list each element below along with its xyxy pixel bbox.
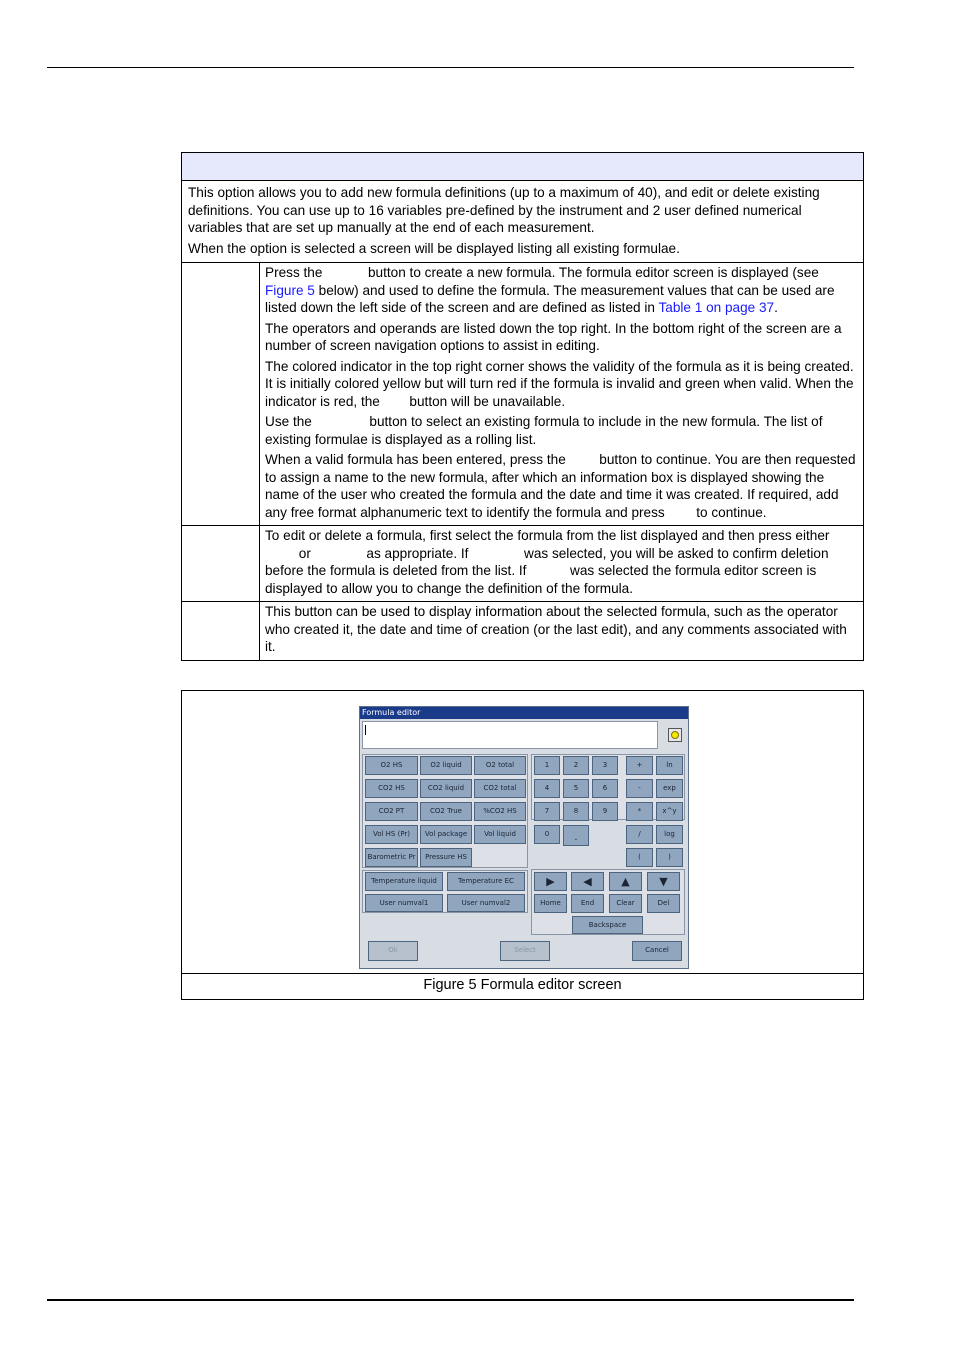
cancel-button[interactable]: Cancel (632, 941, 682, 961)
digit-button-5[interactable]: 5 (563, 779, 589, 798)
formula-editor-window (359, 706, 689, 969)
paragraph: Press the button to create a new formula. The formula editor screen is displayed (see Figure 5 below) and used to define the formula. The measurement values that can be used are listed down the left side of the screen and are defined as listed in Table 1 on page 37. (265, 265, 835, 315)
paragraph: The operators and operands are listed down the top right. In the bottom right of the screen are a number of screen navigation options to assist in editing. (265, 320, 842, 353)
operator-button-exp[interactable]: exp (656, 779, 683, 798)
options-table (181, 152, 864, 661)
table-1-link[interactable]: Table 1 on page 37 (658, 300, 775, 315)
row-text-cell (260, 602, 863, 660)
intro-cell (182, 181, 863, 263)
figure-box (181, 690, 864, 1000)
var-button-user-numval2[interactable]: User numval2 (447, 894, 525, 912)
intro-paragraph: When the option is selected a screen will be displayed listing all existing formulae. (188, 240, 680, 256)
digit-button-1[interactable]: 1 (534, 756, 560, 775)
table-row (182, 526, 863, 602)
var-button-o2-total[interactable]: O2 total (474, 756, 526, 775)
validity-indicator (668, 728, 682, 742)
paragraph: This button can be used to display information about the selected formula, such as the operator who created it, the date and time of creation (or the last edit), and any comments associated with it. (265, 604, 847, 654)
operator-button-divide[interactable]: / (626, 825, 653, 844)
digit-button-6[interactable]: 6 (592, 779, 618, 798)
formula-input[interactable] (362, 721, 658, 749)
var-button-pressure-hs[interactable]: Pressure HS (420, 848, 472, 867)
home-button[interactable]: Home (534, 894, 567, 913)
operator-button-minus[interactable]: - (626, 779, 653, 798)
var-button-co2-liquid[interactable]: CO2 liquid (420, 779, 472, 798)
digit-button-4[interactable]: 4 (534, 779, 560, 798)
operator-button-power[interactable]: x^y (656, 802, 683, 821)
row-label-cell (182, 602, 260, 660)
var-button-co2-total[interactable]: CO2 total (474, 779, 526, 798)
var-button-user-numval1[interactable]: User numval1 (365, 894, 443, 912)
select-button[interactable]: Select (500, 941, 550, 961)
figure-caption: Figure 5 Formula editor screen (182, 973, 863, 999)
delete-button[interactable]: Del (647, 894, 680, 913)
paragraph: Use the button to select an existing formula to include in the new formula. The list of existing formulae is displayed as a rolling list. (265, 414, 823, 447)
digit-button-0[interactable]: 0 (534, 825, 560, 844)
var-button-o2-liquid[interactable]: O2 liquid (420, 756, 472, 775)
var-button-pct-co2-hs[interactable]: %CO2 HS (474, 802, 526, 821)
footer-rule (47, 1299, 854, 1301)
var-button-co2-hs[interactable]: CO2 HS (365, 779, 418, 798)
var-button-vol-hs[interactable]: Vol HS (Pr) (365, 825, 418, 844)
var-button-temperature-ec[interactable]: Temperature EC (447, 872, 525, 891)
clear-button[interactable]: Clear (609, 894, 642, 913)
paragraph: When a valid formula has been entered, press the button to continue. You are then requested to assign a name to the new formula, after which an information box is displayed showing the name of the user who created the formula and the date and time it was created. If required, add any free format alphanumeric text to identify the formula and press to continue. (265, 452, 856, 520)
row-text-cell (260, 263, 863, 525)
operator-button-close-paren[interactable]: ) (656, 848, 683, 867)
var-button-o2-hs[interactable]: O2 HS (365, 756, 418, 775)
var-button-barometric-pr[interactable]: Barometric Pr (365, 848, 418, 867)
intro-paragraph: This option allows you to add new formula definitions (up to a maximum of 40), and edit or delete existing definitions. You can use up to 16 variables pre-defined by the instrument and 2 user defined numerical variables that are set up manually at the end of each measurement. (188, 185, 820, 235)
digit-button-2[interactable]: 2 (563, 756, 589, 775)
operator-button-plus[interactable]: + (626, 756, 653, 775)
decimal-point-button[interactable]: . (563, 825, 589, 846)
cursor-left-button[interactable]: ◀ (571, 872, 604, 891)
digit-button-9[interactable]: 9 (592, 802, 618, 821)
table-header (182, 153, 863, 181)
var-button-co2-true[interactable]: CO2 True (420, 802, 472, 821)
figure-5-link[interactable]: Figure 5 (265, 282, 315, 298)
operator-button-multiply[interactable]: * (626, 802, 653, 821)
table-row (182, 263, 863, 526)
digit-button-7[interactable]: 7 (534, 802, 560, 821)
header-rule (47, 67, 854, 68)
cursor-down-button[interactable]: ▼ (647, 872, 680, 891)
var-button-vol-liquid[interactable]: Vol liquid (474, 825, 526, 844)
backspace-button[interactable]: Backspace (572, 916, 643, 934)
operator-button-log[interactable]: log (656, 825, 683, 844)
indicator-dot (671, 731, 679, 739)
row-text-cell (260, 526, 863, 601)
digit-button-8[interactable]: 8 (563, 802, 589, 821)
cursor-up-button[interactable]: ▲ (609, 872, 642, 891)
operator-button-open-paren[interactable]: ( (626, 848, 653, 867)
var-button-temperature-liquid[interactable]: Temperature liquid (365, 872, 443, 891)
window-title: Formula editor (360, 707, 688, 719)
table-row (182, 602, 863, 660)
row-label-cell (182, 263, 260, 525)
paragraph: To edit or delete a formula, first select the formula from the list displayed and then press either or as appropriate. If was selected, you will be asked to confirm deletion before the formula is deleted from the list. If was selected the formula editor screen is displayed to allow you to change the definition of the formula. (265, 528, 830, 596)
text-cursor (365, 725, 366, 735)
var-button-co2-pt[interactable]: CO2 PT (365, 802, 418, 821)
digit-button-3[interactable]: 3 (592, 756, 618, 775)
operator-button-ln[interactable]: ln (656, 756, 683, 775)
row-label-cell (182, 526, 260, 601)
var-button-vol-package[interactable]: Vol package (420, 825, 472, 844)
cursor-right-button[interactable]: ▶ (534, 872, 567, 891)
end-button[interactable]: End (571, 894, 604, 913)
paragraph: The colored indicator in the top right corner shows the validity of the formula as it is being created. It is initially colored yellow but will turn red if the formula is invalid and green when valid. When the indicator is red, the button will be unavailable. (265, 358, 854, 409)
ok-button[interactable]: Ok (368, 941, 418, 961)
